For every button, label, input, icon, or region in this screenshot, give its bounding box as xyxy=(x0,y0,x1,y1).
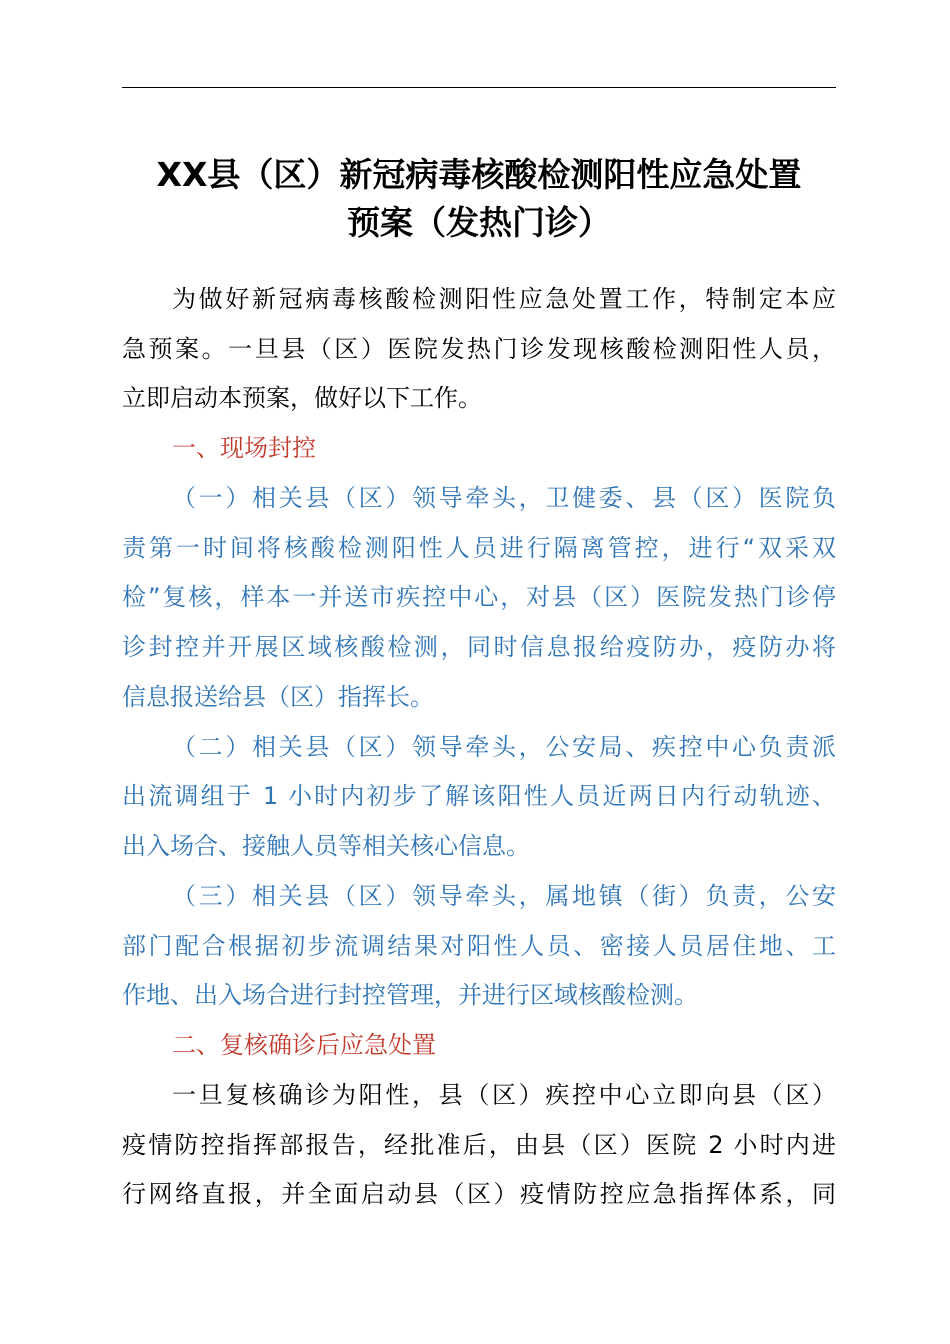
document-title-line2: 预案（发热门诊） xyxy=(347,203,611,242)
section-heading: 二、复核确诊后应急处置 xyxy=(172,1031,436,1059)
document-title-line1: XX县（区）新冠病毒核酸检测阳性应急处置 xyxy=(156,155,802,194)
body-line: 一旦复核确诊为阳性，县（区）疾控中心立即向县（区） xyxy=(172,1081,836,1109)
section-heading: 一、现场封控 xyxy=(172,434,316,462)
body-line: 疫情防控指挥部报告，经批准后，由县（区）医院 2 小时内进 xyxy=(122,1131,836,1159)
item-line: 信息报送给县（区）指挥长。 xyxy=(122,683,434,711)
item-line: 出流调组于 1 小时内初步了解该阳性人员近两日内行动轨迹、 xyxy=(122,782,836,810)
item-line: （二）相关县（区）领导牵头，公安局、疾控中心负责派 xyxy=(172,733,836,761)
item-line: 责第一时间将核酸检测阳性人员进行隔离管控，进行“双采双 xyxy=(122,534,836,562)
item-line: （一）相关县（区）领导牵头，卫健委、县（区）医院负 xyxy=(172,484,836,512)
item-line: 检”复核，样本一并送市疾控中心，对县（区）医院发热门诊停 xyxy=(122,583,836,611)
item-line: （三）相关县（区）领导牵头，属地镇（街）负责，公安 xyxy=(172,882,836,910)
header-rule xyxy=(122,87,836,88)
intro-line: 急预案。一旦县（区）医院发热门诊发现核酸检测阳性人员， xyxy=(122,335,836,363)
body-line: 行网络直报，并全面启动县（区）疫情防控应急指挥体系，同 xyxy=(122,1180,836,1208)
item-line: 诊封控并开展区域核酸检测，同时信息报给疫防办，疫防办将 xyxy=(122,633,836,661)
item-line: 出入场合、接触人员等相关核心信息。 xyxy=(122,832,530,860)
item-line: 作地、出入场合进行封控管理，并进行区域核酸检测。 xyxy=(122,981,698,1009)
intro-line: 立即启动本预案，做好以下工作。 xyxy=(122,384,482,412)
intro-line: 为做好新冠病毒核酸检测阳性应急处置工作，特制定本应 xyxy=(172,285,836,313)
item-line: 部门配合根据初步流调结果对阳性人员、密接人员居住地、工 xyxy=(122,932,836,960)
